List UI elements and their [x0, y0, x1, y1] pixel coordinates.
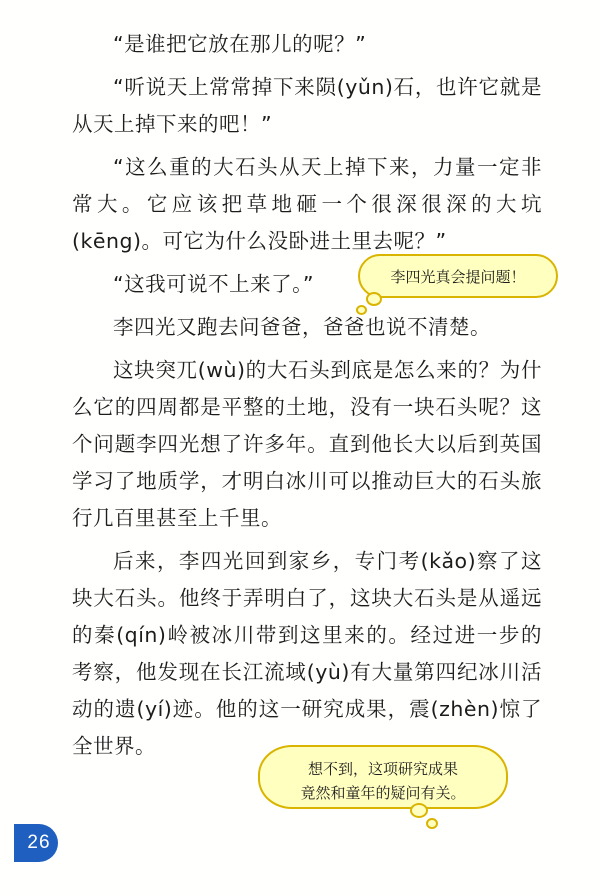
bubble-tail-small-icon [426, 818, 438, 829]
paragraph-4: “这我可说不上来了。” [113, 272, 314, 296]
paragraph-6: 这块突兀(wù)的大石头到底是怎么来的？为什么它的四周都是平整的土地，没有一块石头呢？这个问题李四光想了许多年。直到他长大以后到英国学习了地质学，才明白冰川可以推动巨大的石头旅行几百里甚至上千里。 [72, 358, 542, 530]
page-number-badge [14, 824, 58, 862]
paragraph-1: “是谁把它放在那儿的呢？” [113, 32, 367, 56]
paragraph-2: “听说天上常常掉下来陨(yǔn)石，也许它就是从天上掉下来的吧！” [72, 75, 542, 136]
article-body [72, 26, 542, 771]
paragraph-7: 后来，李四光回到家乡，专门考(kǎo)察了这块大石头。他终于弄明白了，这块大石头是从遥远的秦(qín)岭被冰川带到这里来的。经过进一步的考察，他发现在长江流域(yù)有大量第四纪冰川活动的遗(yí)迹。他的这一研究成果，震(zhèn)惊了全世界。 [72, 549, 542, 758]
paragraph-3: “这么重的大石头从天上掉下来，力量一定非常大。它应该把草地砸一个很深很深的大坑(kēng)。可它为什么没卧进土里去呢？” [72, 155, 542, 253]
page-number-text: 26 [27, 832, 51, 853]
speech-bubble-callout-one [358, 254, 558, 298]
paragraph-5: 李四光又跑去问爸爸，爸爸也说不清楚。 [113, 315, 491, 339]
callout-one-text: 李四光真会提问题！ [390, 268, 526, 286]
callout-two-line-1: 想不到，这项研究成果 [307, 760, 458, 778]
bubble-tail-icon [410, 803, 428, 818]
bubble-tail-icon [366, 292, 382, 306]
speech-bubble-callout-two [258, 745, 508, 809]
bubble-tail-small-icon [356, 305, 367, 315]
callout-two-line-2: 竟然和童年的疑问有关。 [300, 784, 466, 802]
